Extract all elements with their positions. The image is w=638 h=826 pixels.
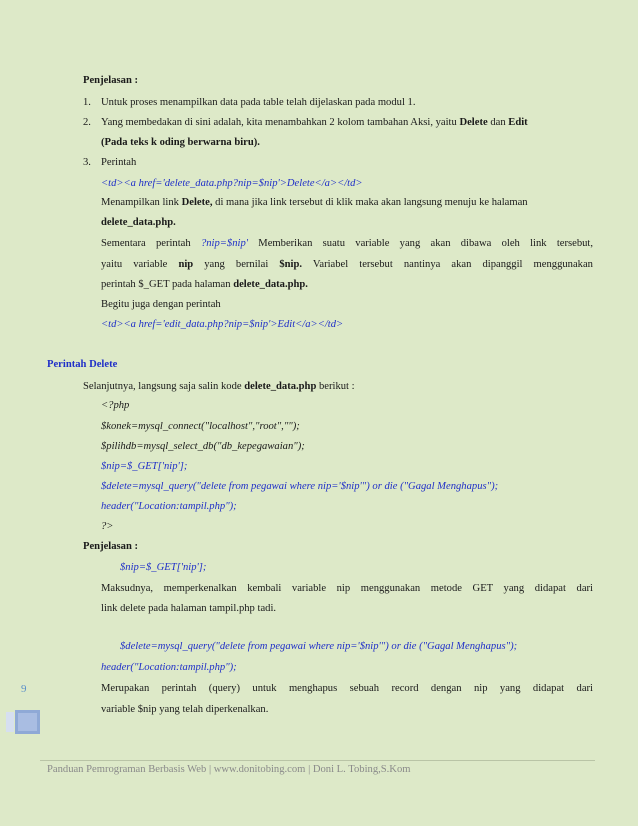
delete-desc-line2: delete_data.php. [101, 217, 176, 228]
expl-code-header: header("Location:tampil.php"); [101, 662, 237, 673]
expl-code-delete: $delete=mysql_query("delete from pegawai where nip='$nip'") or die ("Gagal Menghapus"); [120, 641, 518, 652]
expl-text-1-line2: link delete pada halaman tampil.php tadi. [101, 603, 277, 614]
param-desc-rest: Memberikan suatu variable yang akan dibawa oleh link tersebut, [248, 238, 594, 249]
list-item-2-note: (Pada teks k oding berwarna biru). [101, 137, 260, 148]
code-delete-link: <td><a href='delete_data.php?nip=$nip'>Delete</a></td> [101, 178, 363, 189]
param-desc-text: Sementara perintah [101, 238, 201, 249]
footer-text: Panduan Pemrograman Berbasis Web | www.donitobing.com | Doni L. Tobing,S.Kom [47, 764, 411, 775]
param-desc-line1 [101, 237, 593, 251]
list-item-2-delete: Delete [459, 117, 488, 128]
list-item-2-text: Yang membedakan di sini adalah, kita menambahkan 2 kolom tambahan Aksi, yaitu [101, 117, 460, 128]
param-desc2-snip: $nip. [279, 259, 303, 270]
param-desc2-nip: nip [178, 259, 194, 270]
page-tab-decoration [6, 710, 40, 734]
footer-divider [40, 760, 595, 761]
list-item-2-and: dan [487, 117, 509, 128]
section-heading-delete: Perintah Delete [47, 359, 118, 370]
edit-desc: Begitu juga dengan perintah [101, 299, 221, 310]
code-line-6: header("Location:tampil.php"); [101, 501, 237, 512]
list-item-1: Untuk proses menampilkan data pada table telah dijelaskan pada modul 1. [101, 97, 416, 108]
intro-text-post: berikut : [316, 381, 355, 392]
code-line-5: $delete=mysql_query("delete from pegawai where nip='$nip'") or die ("Gagal Menghapus"); [101, 481, 499, 492]
param-desc3-b: delete_data.php. [233, 279, 308, 290]
code-line-1: <?php [101, 400, 130, 411]
expl-code-get: $nip=$_GET['nip']; [120, 562, 207, 573]
list-item-2-edit: Edit [508, 117, 528, 128]
list-item-2 [101, 116, 528, 130]
delete-desc-rest: di mana jika link tersebut di klik maka akan langsung menuju ke halaman [212, 197, 528, 208]
expl-text-1-line1: Maksudnya, memperkenalkan kembali variable nip menggunakan metode GET yang didapat dari [101, 583, 593, 594]
intro-text-file: delete_data.php [244, 381, 317, 392]
expl-text-2-line2: variable $nip yang telah diperkenalkan. [101, 704, 269, 715]
code-edit-link: <td><a href='edit_data.php?nip=$nip'>Edit</a></td> [101, 319, 344, 330]
param-desc2-c: Variabel tersebut nantinya akan dipanggil menggunakan [302, 259, 593, 270]
explanation-heading: Penjelasan : [83, 75, 139, 86]
list-item-3: Perintah [101, 157, 137, 168]
code-line-2: $konek=mysql_connect("localhost","root",""); [101, 421, 300, 432]
delete-desc-line1 [101, 196, 528, 210]
page-number: 9 [21, 683, 27, 695]
param-desc2-a: yaitu variable [101, 259, 179, 270]
param-desc-line3 [101, 278, 308, 292]
list-number-1: 1. [83, 97, 91, 108]
list-number-3: 3. [83, 157, 91, 168]
explanation-heading-2: Penjelasan : [83, 541, 139, 552]
delete-desc-text: Menampilkan link [101, 197, 182, 208]
param-desc3-a: perintah $_GET pada halaman [101, 279, 234, 290]
intro-text-pre: Selanjutnya, langsung saja salin kode [83, 381, 245, 392]
param-desc-code: ?nip=$nip' [200, 238, 249, 249]
param-desc-line2 [101, 258, 593, 272]
code-line-4: $nip=$_GET['nip']; [101, 461, 188, 472]
intro-text [83, 380, 355, 394]
delete-desc-bold: Delete, [181, 197, 213, 208]
code-line-7: ?> [101, 521, 114, 532]
list-number-2: 2. [83, 117, 91, 128]
code-line-3: $pilihdb=mysql_select_db("db_kepegawaian"); [101, 441, 305, 452]
param-desc2-b: yang bernilai [193, 259, 280, 270]
expl-text-2-line1: Merupakan perintah (query) untuk menghapus sebuah record dengan nip yang didapat dari [101, 683, 593, 694]
